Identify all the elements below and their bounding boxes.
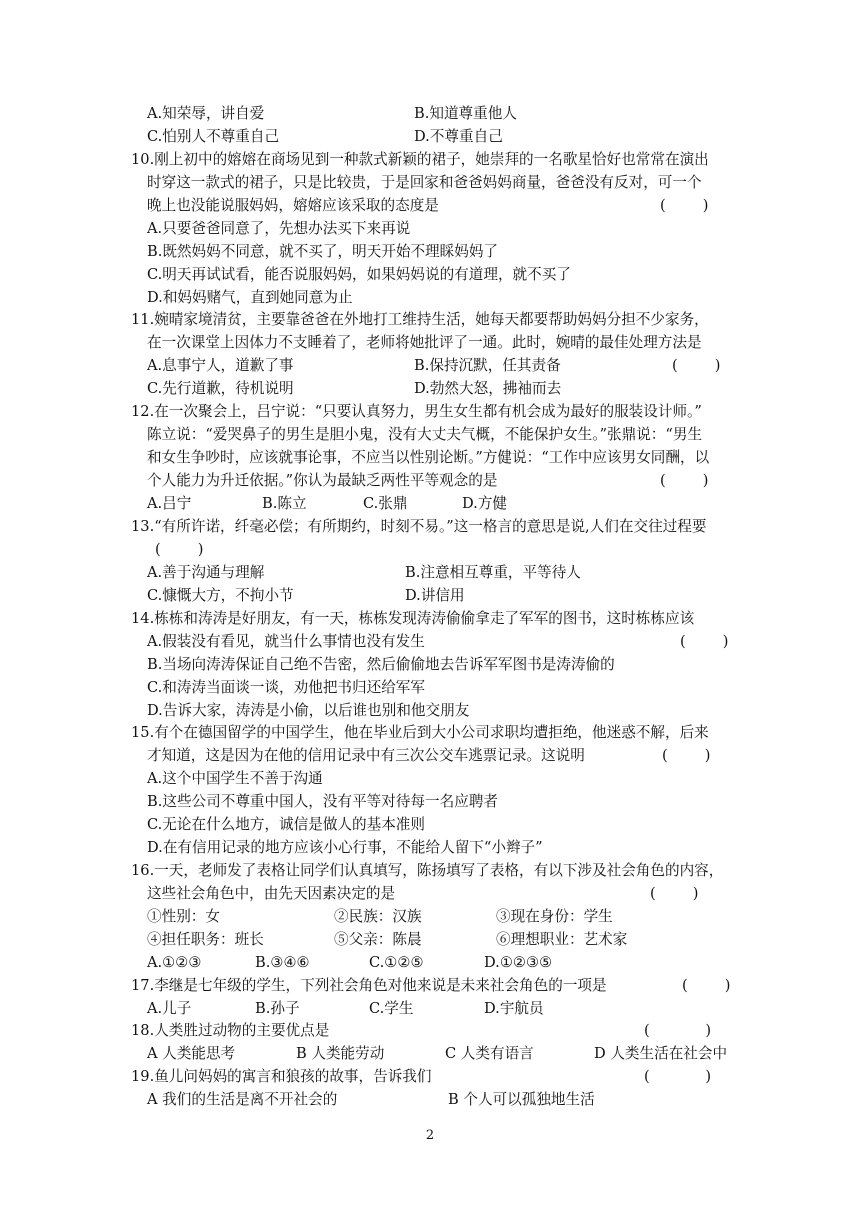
q18-option-b: B 人类能劳动 <box>296 1045 385 1062</box>
q14-option-a: A.假装没有看见，就当什么事情也没有发生 <box>147 633 425 650</box>
q13-answer-blank: ( ) <box>155 541 204 558</box>
q16-option-a: A.①②③ <box>147 954 202 971</box>
q12-stem-line-3: 和女生争吵时，应该就事论事，不应当以性别论断。”方健说：“工作中应该男女同酬，以 <box>147 449 710 466</box>
q12-option-b: B.陈立 <box>262 495 307 512</box>
q14-stem-line-1: 14.栋栋和涛涛是好朋友，有一天，栋栋发现涛涛偷偷拿走了军军的图书，这时栋栋应该 <box>131 610 695 627</box>
q16-stem-line-2: 这些社会角色中，由先天因素决定的是 <box>147 885 396 902</box>
q16-stem-line-1: 16.一天，老师发了表格让同学们认真填写，陈扬填写了表格，有以下涉及社会角色的内容， <box>131 862 724 879</box>
q10-option-b: B.既然妈妈不同意，就不买了，明天开始不理睬妈妈了 <box>147 243 499 260</box>
q18-option-a: A 人类能思考 <box>147 1045 236 1062</box>
q9-option-c: C.怕别人不尊重自己 <box>147 128 280 145</box>
q16-option-d: D.①②③⑤ <box>484 954 553 971</box>
q16-item-2: ②民族：汉族 <box>334 908 422 925</box>
q17-option-b: B.孙子 <box>255 1000 300 1017</box>
q18-stem-line-1: 18.人类胜过动物的主要优点是 <box>131 1022 330 1039</box>
q18-answer-blank: ( ) <box>644 1022 712 1039</box>
q16-item-6: ⑥理想职业：艺术家 <box>496 931 628 948</box>
q19-answer-blank: ( ) <box>644 1068 712 1085</box>
q10-stem-line-3: 晚上也没能说服妈妈，嫆嫆应该采取的态度是 <box>147 197 439 214</box>
q15-option-a: A.这个中国学生不善于沟通 <box>147 770 323 787</box>
q12-stem-line-2: 陈立说：“爱哭鼻子的男生是胆小鬼，没有大丈夫气概，不能保护女生。”张鼎说：“男生 <box>147 426 703 443</box>
q16-option-c: C.①②⑤ <box>369 954 424 971</box>
q11-option-b: B.保持沉默，任其责备 <box>414 357 561 374</box>
q18-option-d: D 人类生活在社会中 <box>594 1045 728 1062</box>
q11-option-c: C.先行道歉，待机说明 <box>147 380 294 397</box>
q12-stem-line-1: 12.在一次聚会上，吕宁说：“只要认真努力，男生女生都有机会成为最好的服装设计师。” <box>131 403 702 420</box>
q10-option-d: D.和妈妈赌气，直到她同意为止 <box>147 289 353 306</box>
q10-option-c: C.明天再试试看，能否说服妈妈，如果妈妈说的有道理，就不买了 <box>147 266 571 283</box>
q9-option-b: B.知道尊重他人 <box>414 105 517 122</box>
q17-answer-blank: ( ) <box>682 977 731 994</box>
q18-option-c: C 人类有语言 <box>445 1045 534 1062</box>
q15-stem-line-1: 15.有个在德国留学的中国学生，他在毕业后到大小公司求职均遭拒绝，他迷惑不解，后来 <box>131 724 709 741</box>
q12-option-c: C.张鼎 <box>363 495 408 512</box>
q13-stem-line-1: 13.“有所许诺，纤毫必偿；有所期约，时刻不易。”这一格言的意思是说,人们在交往过程要 <box>131 518 707 535</box>
q15-option-c: C.无论在什么地方，诚信是做人的基本准则 <box>147 816 425 833</box>
q12-option-a: A.吕宁 <box>147 495 192 512</box>
q16-item-3: ③现在身份：学生 <box>496 908 613 925</box>
q16-item-1: ①性别：女 <box>147 908 220 925</box>
q16-item-5: ⑤父亲：陈晨 <box>334 931 422 948</box>
q19-option-a: A 我们的生活是离不开社会的 <box>147 1091 338 1108</box>
q19-stem-line-1: 19.鱼儿问妈妈的寓言和狼孩的故事，告诉我们 <box>131 1068 432 1085</box>
q17-option-d: D.宇航员 <box>484 1000 544 1017</box>
q12-answer-blank: ( ) <box>660 472 709 489</box>
q10-stem-line-2: 时穿这一款式的裙子，只是比较贵，于是回家和爸爸妈妈商量，爸爸没有反对，可一个 <box>147 174 702 191</box>
q10-option-a: A.只要爸爸同意了，先想办法买下来再说 <box>147 220 411 237</box>
q11-stem-line-1: 11.婉晴家境清贫，主要靠爸爸在外地打工维持生活，她每天都要帮助妈妈分担不少家务， <box>131 311 709 328</box>
q13-option-c: C.慷慨大方，不拘小节 <box>147 587 294 604</box>
q9-option-d: D.不尊重自己 <box>414 128 503 145</box>
q14-option-c: C.和涛涛当面谈一谈，劝他把书归还给军军 <box>147 679 425 696</box>
q16-answer-blank: ( ) <box>650 885 699 902</box>
q19-option-b: B 个人可以孤独地生活 <box>448 1091 595 1108</box>
q10-answer-blank: ( ) <box>660 197 709 214</box>
page-number: 2 <box>425 1128 435 1143</box>
q10-stem-line-1: 10.刚上初中的嫆嫆在商场见到一种款式新颖的裙子，她崇拜的一名歌星恰好也常常在演出 <box>131 151 709 168</box>
q15-option-b: B.这些公司不尊重中国人，没有平等对待每一名应聘者 <box>147 793 499 810</box>
q16-option-b: B.③④⑥ <box>255 954 310 971</box>
q17-stem-line-1: 17.李继是七年级的学生，下列社会角色对他来说是未来社会角色的一项是 <box>131 977 607 994</box>
q15-stem-line-2: 才知道，这是因为在他的信用记录中有三次公交车逃票记录。这说明 <box>147 747 585 764</box>
q13-option-b: B.注意相互尊重，平等待人 <box>405 564 581 581</box>
q13-option-d: D.讲信用 <box>405 587 465 604</box>
q9-option-a: A.知荣辱，讲自爱 <box>147 105 265 122</box>
q16-item-4: ④担任职务：班长 <box>147 931 264 948</box>
q15-option-d: D.在有信用记录的地方应该小心行事，不能给人留下“小辫子” <box>147 839 543 856</box>
q11-answer-blank: ( ) <box>672 357 721 374</box>
q14-answer-blank: ( ) <box>680 633 729 650</box>
q13-option-a: A.善于沟通与理解 <box>147 564 265 581</box>
q14-option-d: D.告诉大家，涛涛是小偷，以后谁也别和他交朋友 <box>147 702 470 719</box>
q14-option-b: B.当场向涛涛保证自己绝不告密，然后偷偷地去告诉军军图书是涛涛偷的 <box>147 656 615 673</box>
q11-stem-line-2: 在一次课堂上因体力不支睡着了，老师将她批评了一通。此时，婉晴的最佳处理方法是 <box>147 334 702 351</box>
q12-option-d: D.方健 <box>462 495 508 512</box>
q17-option-c: C.学生 <box>369 1000 414 1017</box>
q15-answer-blank: ( ) <box>662 747 711 764</box>
q12-stem-line-4: 个人能力为升迁依据。”你认为最缺乏两性平等观念的是 <box>147 472 498 489</box>
q11-option-a: A.息事宁人，道歉了事 <box>147 357 294 374</box>
q17-option-a: A.儿子 <box>147 1000 192 1017</box>
q11-option-d: D.勃然大怒，拂袖而去 <box>414 380 562 397</box>
